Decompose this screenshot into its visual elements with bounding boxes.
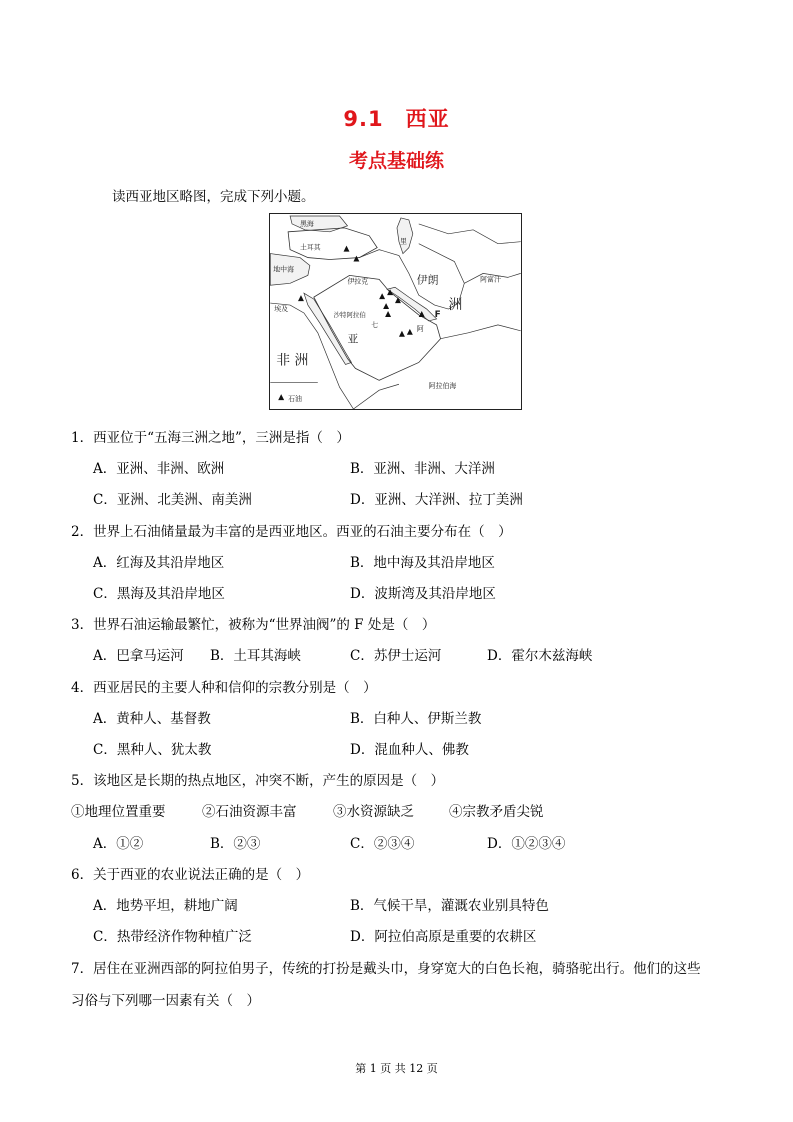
q3-option-d[interactable]: D．霍尔木兹海峡 [487,648,593,664]
label-gulf-a: 七 [371,320,379,329]
question-3: 3．世界石油运输最繁忙，被称为“世界油阀”的 F 处是（ ） [71,617,436,633]
q6-option-a[interactable]: A．地势平坦，耕地广阔 [93,898,238,914]
q5-item-3: ③水资源缺乏 [333,804,414,820]
q2-option-a[interactable]: A．红海及其沿岸地区 [93,555,225,571]
q4-option-a[interactable]: A．黄种人、基督教 [93,711,211,727]
page-subtitle: 考点基础练 [348,150,444,172]
q2-option-d[interactable]: D．波斯湾及其沿岸地区 [350,586,496,602]
map-svg [270,214,521,409]
page-title: 9.1 西亚 [343,107,450,131]
q5-item-1: ①地理位置重要 [71,804,166,820]
q6-option-c[interactable]: C．热带经济作物种植广泛 [93,929,252,945]
label-iraq: 伊拉克 [347,277,369,286]
q1-option-b[interactable]: B．亚洲、非洲、大洋洲 [350,461,495,477]
q2-option-b[interactable]: B．地中海及其沿岸地区 [350,555,495,571]
question-2: 2．世界上石油储量最为丰富的是西亚地区。西亚的石油主要分布在（ ） [71,524,512,540]
q3-option-b[interactable]: B．土耳其海峡 [210,648,301,664]
question-5: 5．该地区是长期的热点地区，冲突不断，产生的原因是（ ） [71,773,445,789]
q5-item-4: ④宗教矛盾尖锐 [449,804,544,820]
west-asia-map [269,213,522,410]
label-saudi: 沙特阿拉伯 [333,310,366,319]
question-1: 1．西亚位于“五海三洲之地”，三洲是指（ ） [71,430,350,446]
label-arabian-sea: 阿拉伯海 [428,382,457,391]
label-ya: 亚 [347,332,359,346]
label-caspian: 里 [399,237,407,246]
q1-option-d[interactable]: D．亚洲、大洋洲、拉丁美洲 [350,492,523,508]
q3-option-a[interactable]: A．巴拿马运河 [93,648,184,664]
q6-option-b[interactable]: B．气候干旱，灌溉农业别具特色 [350,898,549,914]
q5-item-2: ②石油资源丰富 [202,804,297,820]
label-africa: 非 洲 [276,352,309,369]
question-7-continued: 习俗与下列哪一因素有关（ ） [71,993,260,1009]
label-afghanistan: 阿富汗 [480,275,501,284]
q6-option-d[interactable]: D．阿拉伯高原是重要的农耕区 [350,929,537,945]
question-4: 4．西亚居民的主要人种和信仰的宗教分别是（ ） [71,680,377,696]
q1-option-c[interactable]: C．亚洲、北美洲、南美洲 [93,492,252,508]
question-6: 6．关于西亚的农业说法正确的是（ ） [71,867,310,883]
page-footer: 第 1 页 共 12 页 [355,1062,438,1075]
q2-option-c[interactable]: C．黑海及其沿岸地区 [93,586,225,602]
label-legend-oil: 石油 [288,395,302,404]
q5-option-b[interactable]: B．②③ [210,836,261,852]
q5-option-d[interactable]: D．①②③④ [487,836,566,852]
label-asia-zhou: 洲 [448,297,463,314]
label-gulf-b: 阿 [416,324,424,333]
intro-text: 读西亚地区略图，完成下列小题。 [112,189,315,205]
q4-option-b[interactable]: B．白种人、伊斯兰教 [350,711,482,727]
label-point-f: F [434,309,441,320]
q1-option-a[interactable]: A．亚洲、非洲、欧洲 [93,461,225,477]
label-turkey: 土耳其 [299,243,321,252]
label-iran: 伊朗 [416,273,439,287]
q5-option-c[interactable]: C．②③④ [350,836,415,852]
label-black-sea: 黑海 [299,219,314,228]
label-mediterranean: 地中海 [273,265,294,274]
q3-option-c[interactable]: C．苏伊士运河 [350,648,442,664]
q4-option-c[interactable]: C．黑种人、犹太教 [93,742,212,758]
q4-option-d[interactable]: D．混血种人、佛教 [350,742,469,758]
label-egypt: 埃及 [274,305,289,314]
question-7: 7．居住在亚洲西部的阿拉伯男子，传统的打扮是戴头巾，身穿宽大的白色长袍，骑骆驼出行。他们的这些 [71,961,701,977]
q5-option-a[interactable]: A．①② [93,836,144,852]
